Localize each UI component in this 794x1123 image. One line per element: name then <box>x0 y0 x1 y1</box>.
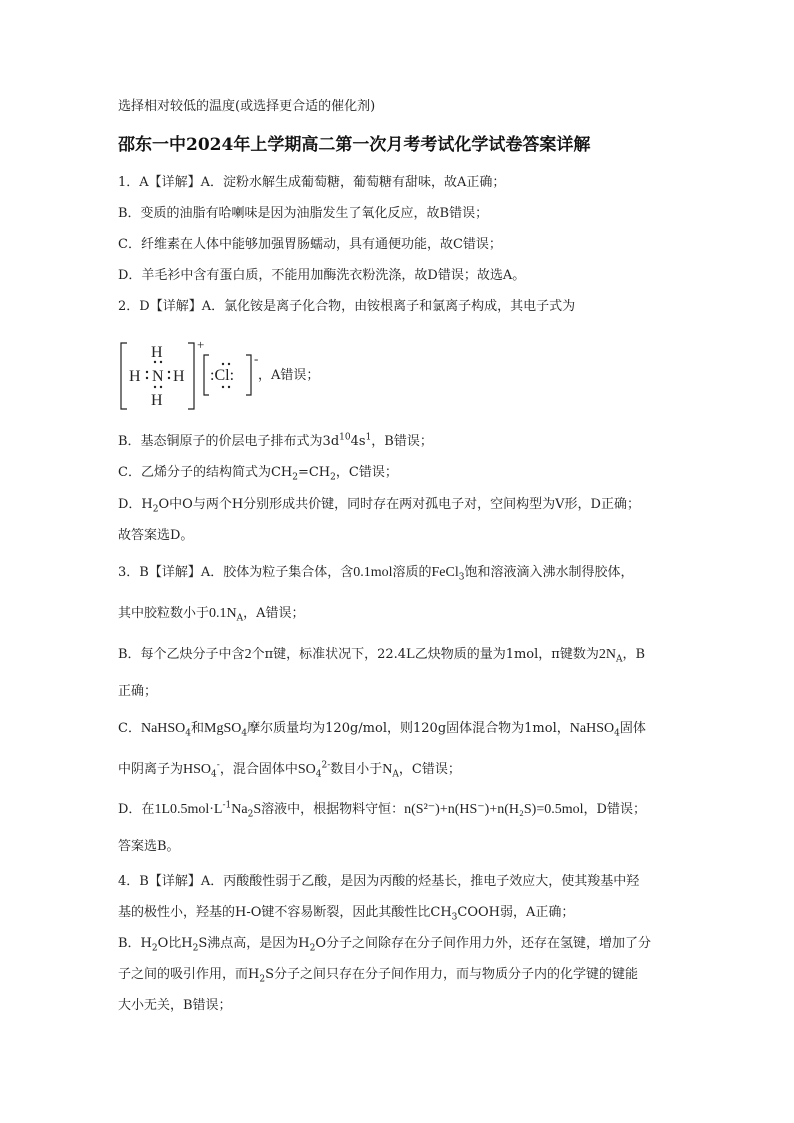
q4-option-b-end: 大小无关，B错误； <box>118 998 232 1013</box>
q2-answer: 故答案选D。 <box>118 528 194 543</box>
lewis-structure-drawing <box>118 337 358 413</box>
hydrogen-top: H <box>151 344 163 361</box>
q1-option-b: B．变质的油脂有哈喇味是因为油脂发生了氧化反应，故B错误； <box>118 206 489 221</box>
q3-option-a: 3．B【详解】A．胶体为粒子集合体，含0.1mol溶质的FeCl$_3$饱和溶液滴入沸水制得胶体， <box>118 565 634 583</box>
hydrogen-right: H <box>173 368 185 385</box>
q4-option-b: B．$H_2O$比$H_2S$沸点高，是因为$H_2O$分子之间除存在分子间作用力外，还存在氢键，增加了分 <box>118 936 652 954</box>
q3-option-c: C．NaHSO$_4$和MgSO$_4$摩尔质量均为120g/mol，则120g固体混合物为1mol，NaHSO$_4$固体 <box>118 721 646 739</box>
chlorine-atom: :Cl: <box>210 367 235 384</box>
q3-option-b-cont: 正确； <box>118 684 158 699</box>
q4-option-a-cont: 基的极性小，羟基的H-O键不容易断裂，因此其酸性比$CH_3COOH$弱，A正确； <box>118 905 575 923</box>
q3-option-c-cont: 中阴离子为$HSO_4^-$，混合固体中$SO_4^{2-}$数目小于$N_A$，C错误； <box>118 760 461 780</box>
q1-option-a: 1．A【详解】A．淀粉水解生成葡萄糖，葡萄糖有甜味，故A正确； <box>118 175 506 190</box>
top-note: 选择相对较低的温度(或选择更合适的催化剂) <box>118 99 376 114</box>
q2-option-a: 2．D【详解】A．氯化铵是离子化合物，由铵根离子和氯离子构成，其电子式为 <box>118 299 576 314</box>
plus-charge: + <box>197 337 205 352</box>
q1-option-d: D．羊毛衫中含有蛋白质，不能用加酶洗衣粉洗涤，故D错误；故选A。 <box>118 268 526 283</box>
q4-option-a: 4．B【详解】A．丙酸酸性弱于乙酸，是因为丙酸的烃基长，推电子效应大，使其羧基中羟 <box>118 874 640 889</box>
lewis-tail-text: ，A错误； <box>258 368 320 383</box>
hydrogen-bottom: H <box>151 392 163 409</box>
hydrogen-left: H <box>129 368 141 385</box>
q4-option-b-cont: 子之间的吸引作用，而$H_2S$分子之间只存在分子间作用力，而与物质分子内的化学键的键能 <box>118 967 638 985</box>
page-title: 邵东一中2024年上学期高二第一次月考考试化学试卷答案详解 <box>118 135 591 155</box>
minus-charge: - <box>254 351 259 366</box>
q3-option-b: B．每个乙炔分子中含2个π键，标准状况下，22.4L乙炔物质的量为1mol，π键数为$2N_A$，B <box>118 647 646 665</box>
q3-option-d: D．在$1L0.5mol\cdot L^{-1}Na_2S$溶液中，根据物料守恒：n(S²⁻)+n(HS⁻)+n(H₂S)=0.5mol，D错误； <box>118 800 646 820</box>
q2-option-c: C．乙烯分子的结构简式为$CH_2=CH_2$，C错误； <box>118 465 398 483</box>
q2-option-b: B．基态铜原子的价层电子排布式为$3d^{10}4s^1$，B错误； <box>118 432 433 449</box>
q1-option-c: C．纤维素在人体中能够加强胃肠蠕动，具有通便功能，故C错误； <box>118 237 502 252</box>
q3-option-a-cont: 其中胶粒数小于$0.1N_A$，A错误； <box>118 606 305 624</box>
nitrogen-atom: N <box>152 368 164 385</box>
lewis-structure-nh4cl <box>118 337 358 413</box>
q2-option-d: D．$H_2O$中O与两个H分别形成共价键，同时存在两对孤电子对，空间构型为V形，D正确； <box>118 497 640 515</box>
q3-answer: 答案选B。 <box>118 839 180 854</box>
